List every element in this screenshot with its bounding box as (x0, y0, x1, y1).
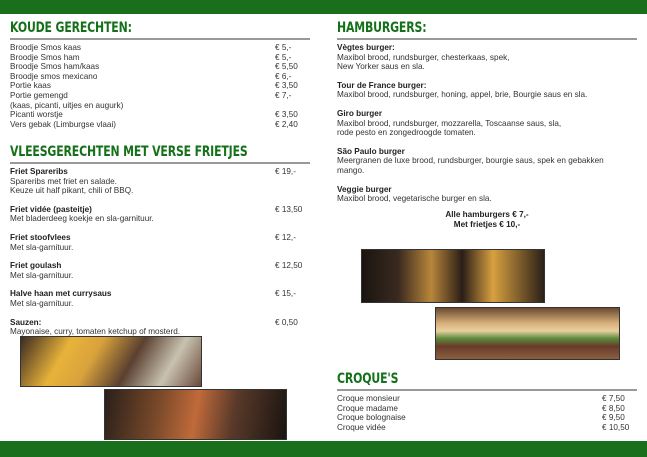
fries-photo (20, 336, 202, 387)
menu-item (337, 404, 637, 414)
menu-item (10, 53, 310, 63)
item-name: São Paulo burger (337, 146, 405, 156)
burger-price: Alle hamburgers € 7,- (445, 209, 529, 219)
item-price: € 19,- (275, 167, 296, 176)
menu-item (10, 43, 310, 53)
spacer (10, 280, 310, 289)
description-text: Maxibol brood, rundsburger, mozzarella, Toscaanse saus, sla, (337, 118, 562, 128)
item-name: Tour de France burger: (337, 80, 427, 90)
item-name: Vers gebak (Limburgse vlaai) (10, 119, 117, 129)
item-description (10, 243, 310, 253)
koude-section (10, 19, 310, 129)
description-text: Met sla-garnituur. (10, 242, 74, 252)
item-price: € 7,50 (602, 394, 625, 403)
item-name: Croque vidée (337, 422, 386, 432)
description-text: New Yorker saus en sla. (337, 62, 425, 72)
item-name: Broodje Smos kaas (10, 43, 81, 52)
divider (10, 162, 310, 164)
item-price: € 7,- (275, 90, 292, 100)
item-description (337, 53, 637, 63)
description-text: Maxibol brood, rundsburger, honing, appel, brie, Bourgie saus en sla. (337, 90, 588, 100)
item-name: Sauzen: (10, 317, 42, 327)
item-price: € 3,50 (275, 81, 298, 91)
description-text: Spareribs met friet en salade. (10, 176, 117, 186)
item-name: Vègtes burger: (337, 43, 395, 52)
item-name: Croque monsieur (337, 394, 400, 403)
item-name: Friet goulash (10, 261, 62, 271)
item-description (337, 166, 637, 176)
section-title: HAMBURGERS: (337, 20, 427, 36)
menu-item (10, 72, 310, 82)
item-price: € 5,- (275, 52, 292, 62)
description-text: Met sla-garnituur. (10, 298, 74, 308)
item-price: € 5,- (275, 43, 292, 52)
item-description (10, 177, 310, 187)
item-price: € 12,- (275, 232, 296, 242)
divider (337, 38, 637, 40)
item-price: € 2,40 (275, 119, 298, 129)
item-description (337, 119, 637, 129)
menu-item-title (337, 109, 637, 119)
item-name: Portie kaas (10, 81, 51, 91)
item-name: Broodje Smos ham (10, 52, 80, 62)
burger-fries-price: Met frietjes € 10,- (453, 219, 521, 229)
item-description (337, 194, 637, 204)
menu-item (337, 413, 637, 423)
menu-item-title (337, 81, 637, 91)
menu-item (10, 101, 310, 111)
item-price: € 9,50 (602, 413, 625, 423)
section-title: VLEESGERECHTEN MET VERSE FRIETJES (10, 144, 248, 160)
item-name: Giro burger (337, 108, 383, 118)
item-description (337, 62, 637, 72)
spacer (10, 196, 310, 205)
item-description (337, 156, 637, 166)
item-name: Croque bolognaise (337, 413, 406, 423)
menu-item (10, 62, 310, 72)
spacer (337, 138, 637, 147)
menu-item (10, 81, 310, 91)
description-text: Maxibol brood, vegetarische burger en sla. (337, 194, 492, 204)
spacer (337, 100, 637, 109)
menu-item-title (337, 147, 637, 157)
menu-item-title (10, 205, 310, 215)
item-name: Friet Spareribs (10, 167, 68, 176)
spacer (10, 224, 310, 233)
menu-item-title (10, 233, 310, 243)
description-text: Keuze uit half pikant, chili of BBQ. (10, 186, 134, 196)
meat-dish-photo (104, 389, 287, 440)
item-description (10, 186, 310, 196)
menu-item (337, 394, 637, 404)
item-description (10, 214, 310, 224)
description-text: Meergranen de luxe brood, rundsburger, bourgie saus, spek en gebakken (337, 156, 604, 166)
item-name: Veggie burger (337, 184, 392, 194)
item-price: € 8,50 (602, 403, 625, 413)
item-name: Friet stoofvlees (10, 232, 71, 242)
description-text: Maxibol brood, rundsburger, chesterkaas, spek, (337, 52, 510, 62)
spacer (10, 252, 310, 261)
item-description (10, 299, 310, 309)
item-name: Croque madame (337, 403, 398, 413)
item-price: € 5,50 (275, 62, 298, 72)
menu-item-title (10, 261, 310, 271)
menu-item-title (10, 167, 310, 177)
description-text: rode pesto en zongedroogde tomaten. (337, 128, 476, 138)
menu-item (337, 423, 637, 433)
item-price: € 12,50 (275, 261, 303, 271)
divider (10, 38, 310, 40)
menu-item-title (337, 185, 637, 195)
spacer (337, 72, 637, 81)
section-title: KOUDE GERECHTEN: (10, 20, 132, 36)
menu-item (10, 120, 310, 130)
spacer (10, 309, 310, 318)
item-name: Halve haan met currysaus (10, 289, 112, 299)
item-description (10, 271, 310, 281)
item-name: (kaas, picanti, uitjes en augurk) (10, 100, 124, 110)
item-price (275, 101, 310, 111)
croques-section (337, 370, 637, 432)
divider (337, 389, 637, 391)
item-name: Portie gemengd (10, 90, 68, 100)
top-bar (0, 0, 647, 14)
item-name: Picanti worstje (10, 110, 63, 120)
spacer (337, 176, 637, 185)
vlees-section (10, 143, 310, 337)
menu-item-title (337, 43, 637, 53)
section-title: CROQUE'S (337, 371, 399, 387)
description-text: Met sla-garnituur. (10, 270, 74, 280)
item-name: Friet vidée (pasteitje) (10, 204, 92, 214)
menu-item (10, 91, 310, 101)
item-price: € 10,50 (602, 422, 630, 432)
burger-photo (435, 307, 620, 360)
burgers-section (337, 19, 637, 230)
item-price: € 3,50 (275, 110, 298, 120)
menu-item-title (10, 318, 310, 328)
item-description (337, 128, 637, 138)
burger-fries-photo (361, 249, 545, 303)
item-name: Broodje Smos ham/kaas (10, 62, 100, 72)
description-text: Met bladerdeeg koekje en sla-garnituur. (10, 214, 154, 224)
item-description (337, 90, 637, 100)
item-price: € 13,50 (275, 204, 303, 214)
item-price: € 15,- (275, 289, 296, 299)
item-price: € 0,50 (275, 317, 298, 327)
description-text: mango. (337, 165, 365, 175)
menu-item (10, 110, 310, 120)
description-text: Mayonaise, curry, tomaten ketchup of mosterd. (10, 327, 181, 337)
item-name: Broodje smos mexicano (10, 71, 98, 81)
menu-item-title (10, 289, 310, 299)
bottom-bar (0, 441, 647, 457)
item-price: € 6,- (275, 71, 292, 81)
